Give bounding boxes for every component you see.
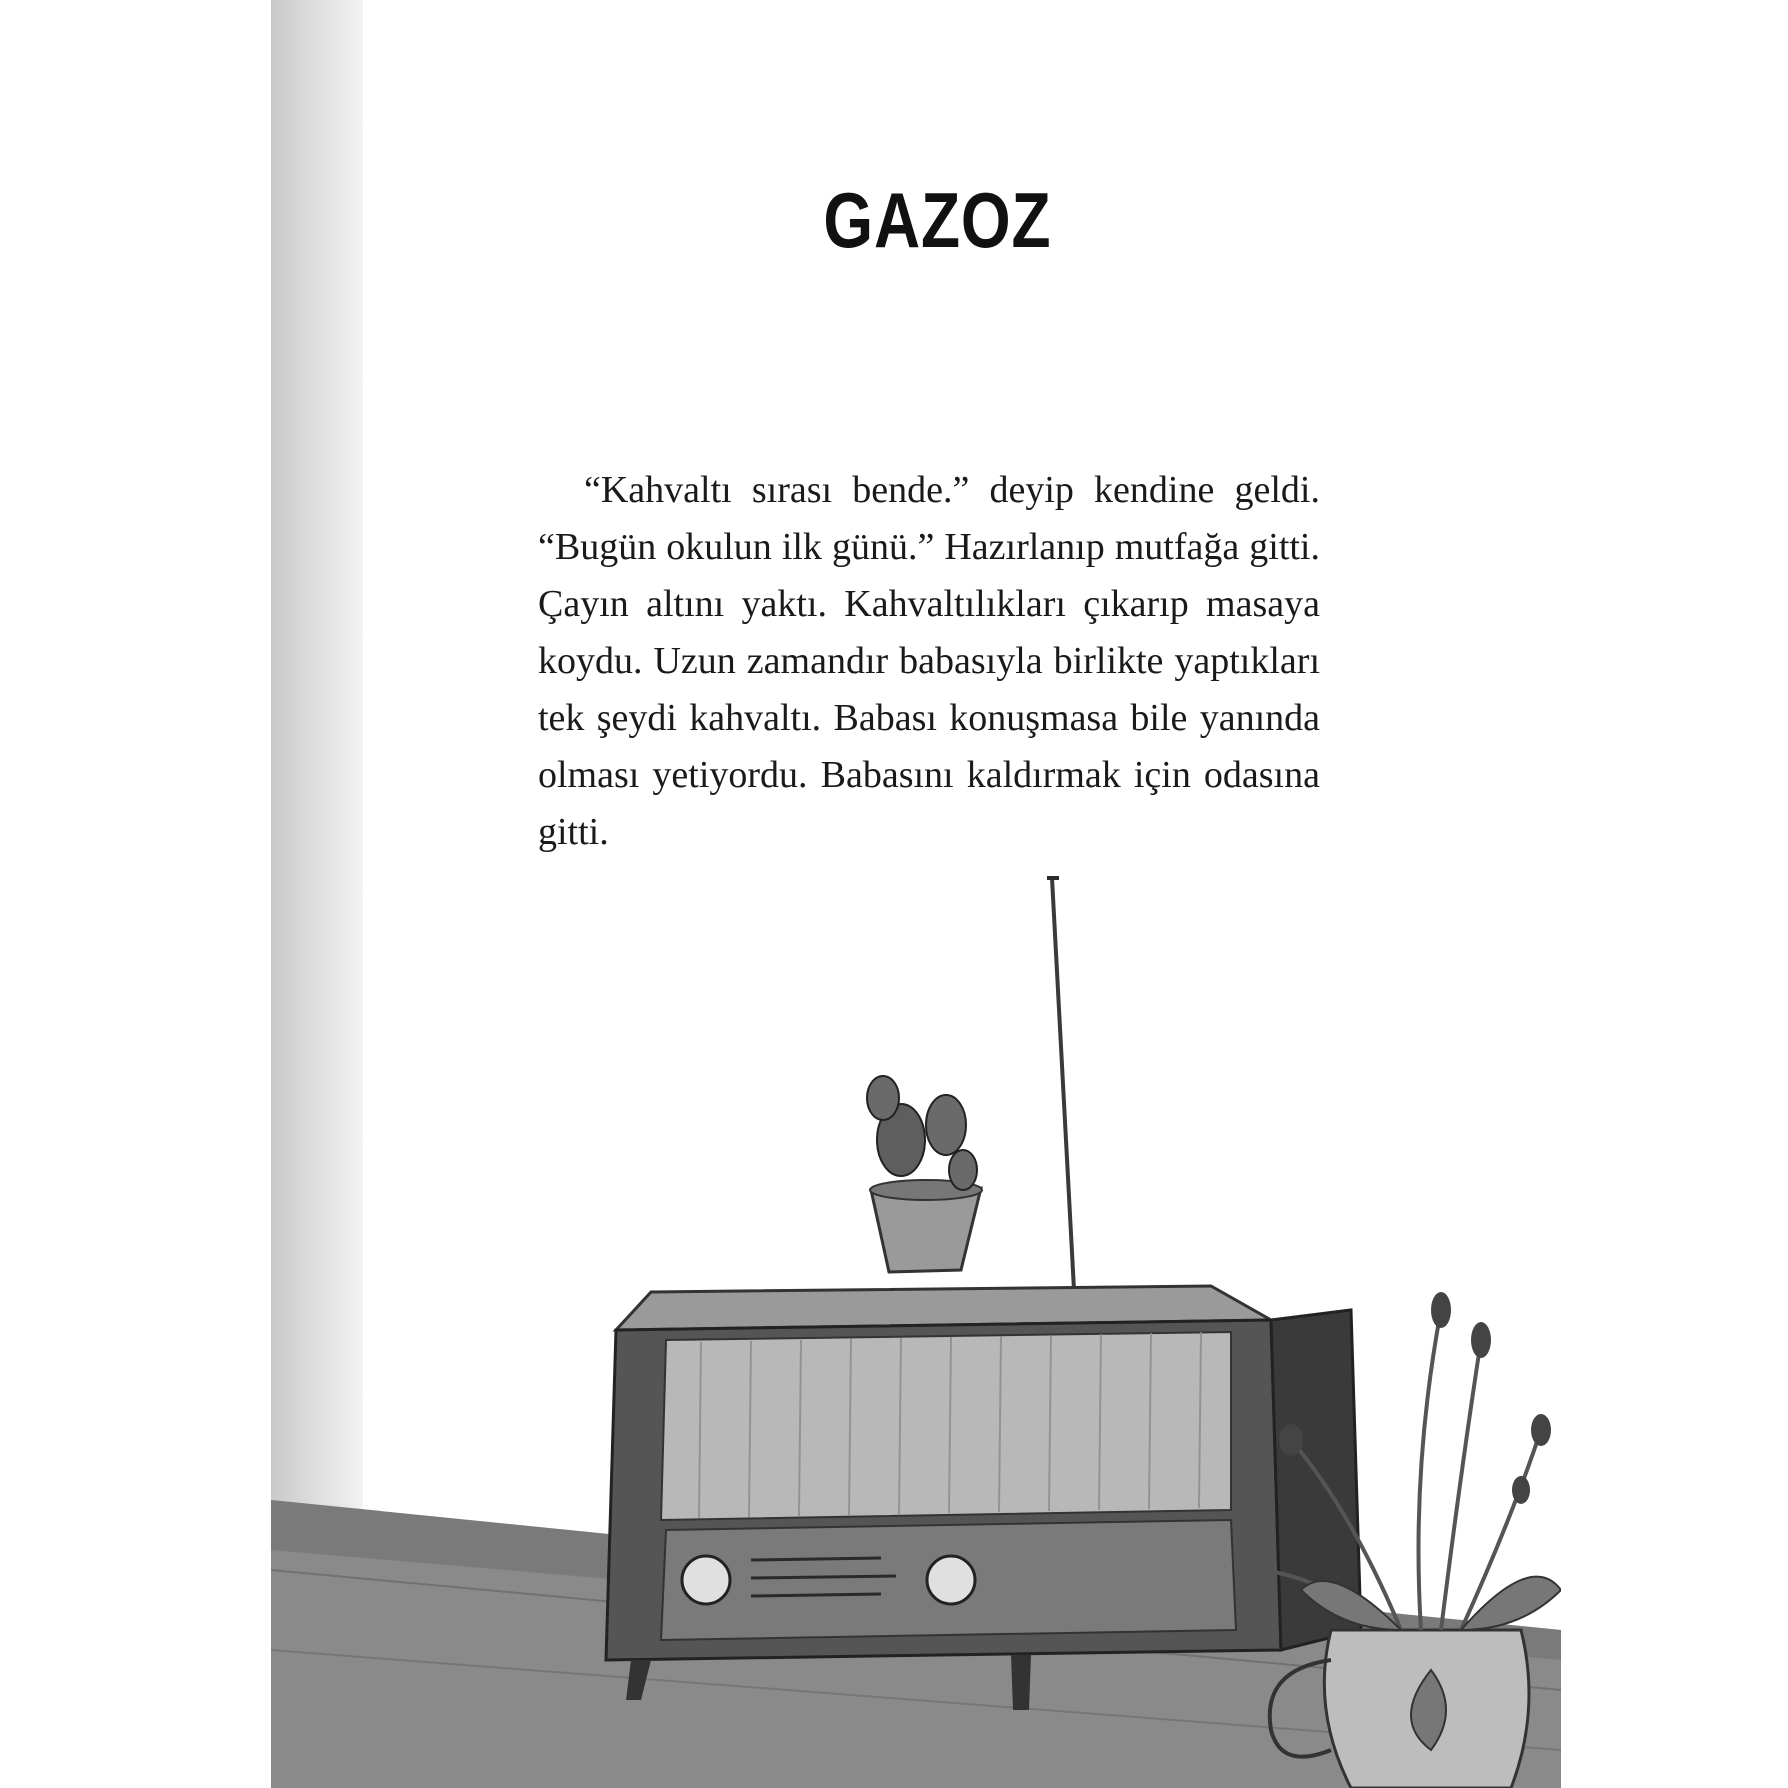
antenna [1052,878,1074,1290]
radio-table-illustration [271,870,1561,1788]
radio [606,1286,1361,1710]
speaker-grille [661,1332,1231,1520]
left-knob [682,1556,730,1604]
radio-leg-right [1011,1655,1031,1710]
cactus [867,1076,982,1272]
story-paragraph: “Kahvaltı sırası bende.” deyip kendine geldi. “Bugün okulun ilk günü.” Hazırlanıp mutfağa gitti. Çayın altını yaktı. Kahvaltılıkları çıkarıp masaya koydu. Uzun zamandır babasıyla birlikte yaptıkları tek şeydi kahvaltı. Babası konuşmasa bile yanında olması yetiyordu. Babasını kaldırmak için odasına gitti. [538,469,1320,853]
chapter-title: GAZOZ [823,176,1052,264]
right-knob [927,1556,975,1604]
